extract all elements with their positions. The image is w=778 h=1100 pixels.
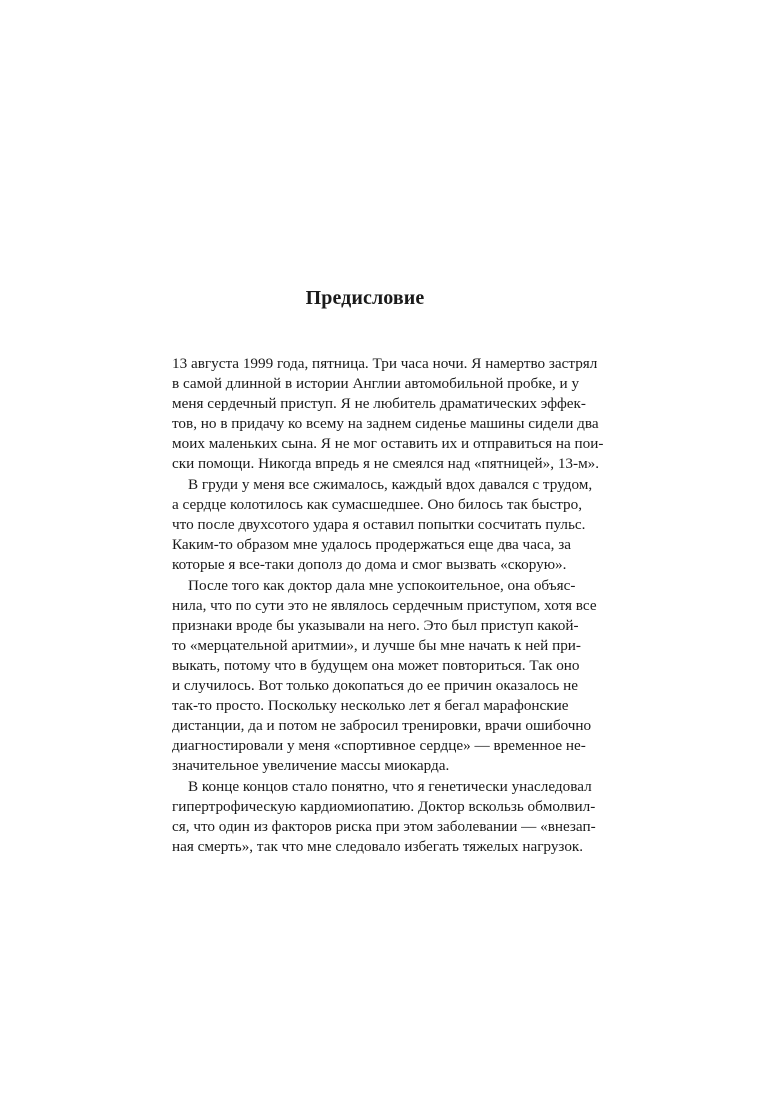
- paragraph-line: моих маленьких сына. Я не мог оставить их и отправиться на пои-: [172, 435, 604, 452]
- paragraph-line: и случилось. Вот только докопаться до ее причин оказалось не: [172, 677, 578, 694]
- paragraph-line: Каким-то образом мне удалось продержаться еще два часа, за: [172, 536, 571, 553]
- paragraph-line: а сердце колотилось как сумасшедшее. Оно билось так быстро,: [172, 496, 583, 513]
- paragraph-line: ся, что один из факторов риска при этом заболевании — «внезап-: [172, 818, 596, 835]
- paragraph-line: ски помощи. Никогда впредь я не смеялся над «пятницей», 13-м».: [172, 455, 600, 472]
- paragraph-line: что после двухсотого удара я оставил попытки сосчитать пульс.: [172, 516, 586, 533]
- paragraph-line: ная смерть», так что мне следовало избегать тяжелых нагрузок.: [172, 838, 584, 855]
- paragraph-line: дистанции, да и потом не забросил тренировки, врачи ошибочно: [172, 717, 592, 734]
- paragraph-line: 13 августа 1999 года, пятница. Три часа ночи. Я намертво застрял: [172, 355, 598, 372]
- paragraph-line: то «мерцательной аритмии», и лучше бы мне начать к ней при-: [172, 637, 581, 654]
- paragraph-line: тов, но в придачу ко всему на заднем сиденье машины сидели два: [172, 415, 599, 432]
- paragraph-line: которые я все-таки дополз до дома и смог вызвать «скорую».: [172, 556, 567, 573]
- paragraph-line: значительное увеличение массы миокарда.: [172, 757, 450, 774]
- paragraph-line: признаки вроде бы указывали на него. Это был приступ какой-: [172, 617, 579, 634]
- paragraph-line: в самой длинной в истории Англии автомобильной пробке, и у: [172, 375, 580, 392]
- chapter-title: Предисловие: [305, 287, 425, 309]
- paragraph-line: В конце концов стало понятно, что я генетически унаследовал: [188, 778, 592, 795]
- paragraph-line: диагностировали у меня «спортивное сердце» — временное не-: [172, 737, 586, 754]
- paragraph-line: гипертрофическую кардиомиопатию. Доктор вскользь обмолвил-: [172, 798, 596, 815]
- paragraph-line: так-то просто. Поскольку несколько лет я бегал марафонские: [172, 697, 569, 714]
- paragraph-line: выкать, потому что в будущем она может повториться. Так оно: [172, 657, 580, 674]
- paragraph-line: После того как доктор дала мне успокоительное, она объяс-: [188, 577, 576, 594]
- paragraph-line: нила, что по сути это не являлось сердечным приступом, хотя все: [172, 597, 597, 614]
- paragraph-line: меня сердечный приступ. Я не любитель драматических эффек-: [172, 395, 586, 412]
- paragraph-line: В груди у меня все сжималось, каждый вдох давался с трудом,: [188, 476, 593, 493]
